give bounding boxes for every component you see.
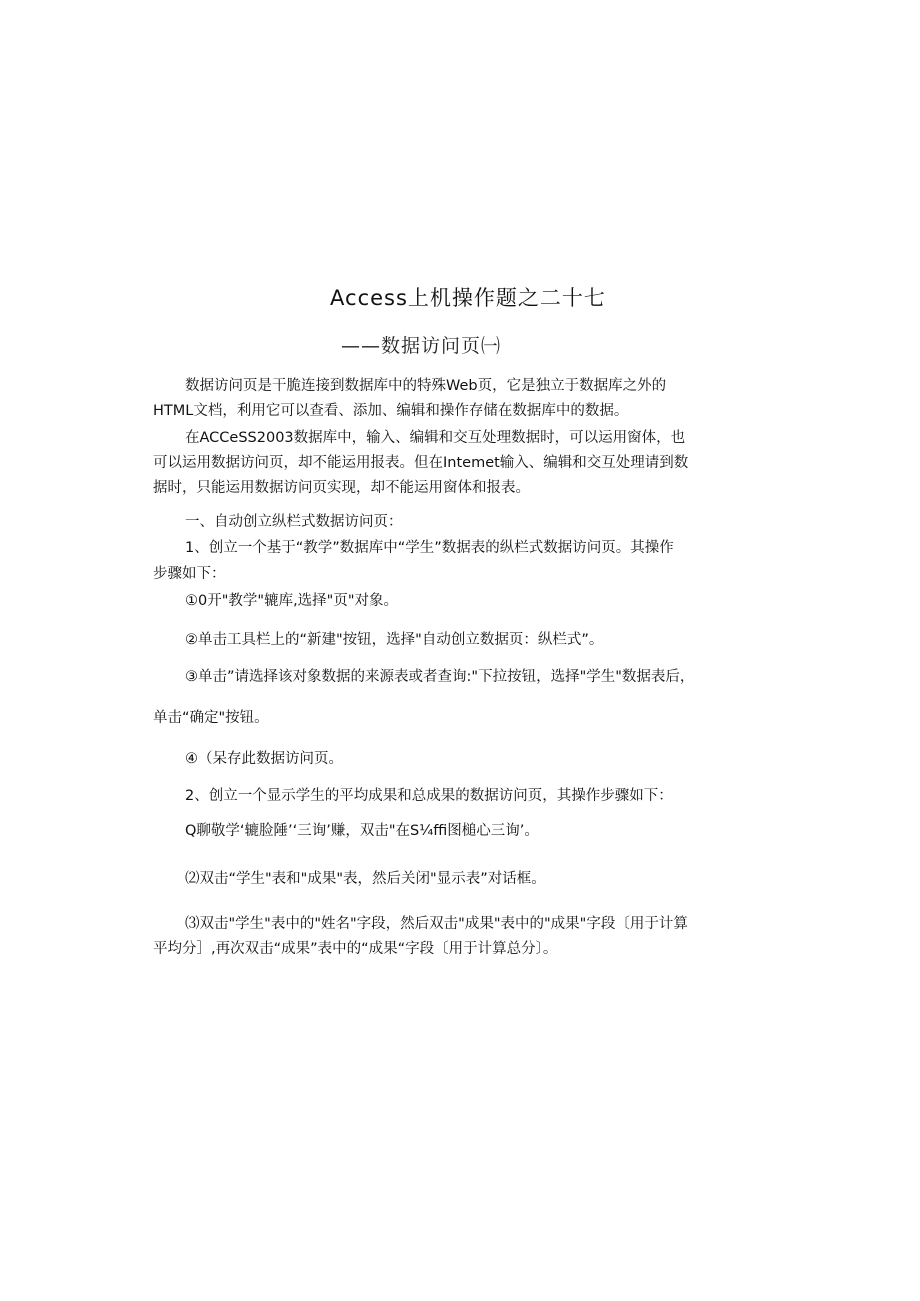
paragraph-line: 步骤如下： <box>153 566 226 582</box>
step-line: ③单击”请选择该对象数据的来源表或者查询:"下拉按钮，选择"学生"数据表后， <box>185 669 695 685</box>
paragraph-line: 可以运用数据访问页，却不能运用报表。但在Intemet输入、编辑和交互处理请到数 <box>153 455 689 471</box>
paragraph-line: 2、创立一个显示学生的平均成果和总成果的数据访问页，其操作步骤如下： <box>185 788 673 804</box>
step-line: ④（呆存此数据访问页。 <box>185 751 343 767</box>
step-line: ⑵双击“学生"表和"成果"表，然后关闭"显示表”对话框。 <box>185 871 546 887</box>
paragraph-line: 数据访问页是干脆连接到数据库中的特殊Web页，它是独立于数据库之外的 <box>185 378 667 394</box>
document-subtitle: ——数据访问页㈠ <box>341 335 502 357</box>
paragraph-line: 据时，只能运用数据访问页实现，却不能运用窗体和报表。 <box>153 480 530 496</box>
step-line: ⑶双击"学生"表中的"姓名"字段，然后双击"成果"表中的"成果"字段〔用于计算 <box>185 916 688 932</box>
paragraph-line: 1、创立一个基于“教学”数据库中“学生”数据表的纵栏式数据访问页。其操作 <box>185 540 674 556</box>
section-heading: 一、自动创立纵栏式数据访问页： <box>185 514 403 530</box>
step-line: ②单击工具栏上的“新建"按钮，选择"自动创立数据页：纵栏式”。 <box>185 632 604 648</box>
step-line: 单击“确定"按钮。 <box>153 710 269 726</box>
step-line: Q聊敬学‘辘脸陲’‘三询’赚，双击"在S¼ffi图槌心三询’。 <box>185 823 539 839</box>
paragraph-line: HTML文档，利用它可以查看、添加、编辑和操作存储在数据库中的数据。 <box>153 403 629 419</box>
step-line: ①0开"教学"辘库,选择"页"对象。 <box>185 593 399 609</box>
step-line: 平均分］,再次双击“成果”表中的“成果“字段〔用于计算总分〕。 <box>153 941 558 957</box>
paragraph-line: 在ACCeSS2003数据库中，输入、编辑和交互处理数据时，可以运用窗体，也 <box>185 430 686 446</box>
document-title: Access上机操作题之二十七 <box>330 286 606 310</box>
